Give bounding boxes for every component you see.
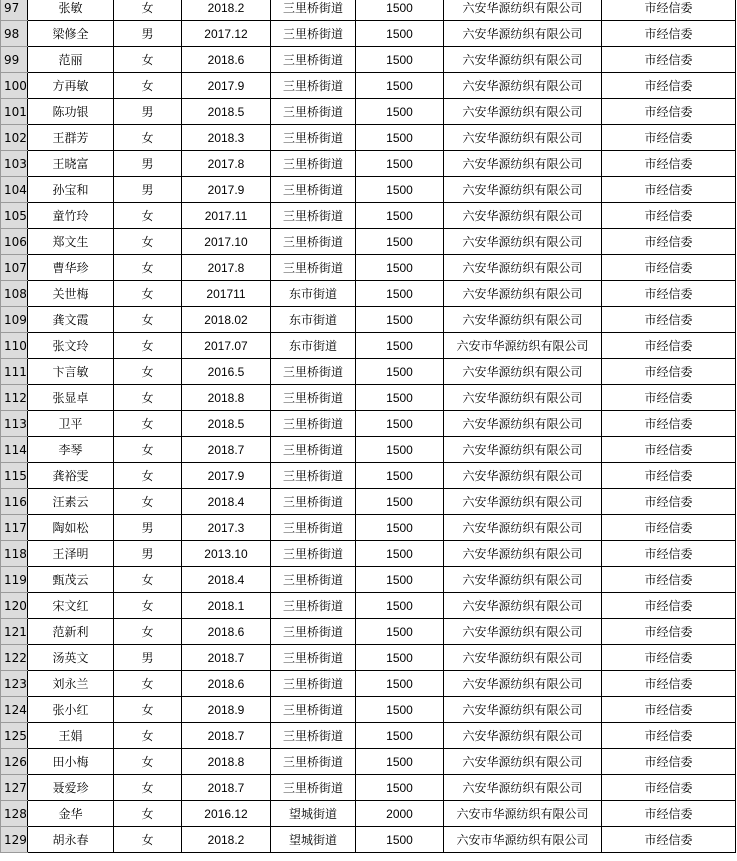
row-header[interactable]: 106: [1, 229, 28, 255]
cell-street[interactable]: 望城街道: [271, 827, 356, 853]
cell-gender[interactable]: 女: [114, 281, 182, 307]
row-header[interactable]: 107: [1, 255, 28, 281]
cell-company[interactable]: 六安华源纺织有限公司: [444, 177, 602, 203]
cell-subsidy[interactable]: 1500: [356, 281, 444, 307]
cell-company[interactable]: 六安华源纺织有限公司: [444, 645, 602, 671]
cell-date[interactable]: 2018.9: [182, 697, 271, 723]
cell-gender[interactable]: 女: [114, 333, 182, 359]
table-row: [1, 697, 736, 723]
cell-street[interactable]: 三里桥街道: [271, 255, 356, 281]
cell-dept[interactable]: 市经信委: [602, 229, 736, 255]
cell-date[interactable]: 2017.9: [182, 177, 271, 203]
row-header[interactable]: 110: [1, 333, 28, 359]
row-header[interactable]: 109: [1, 307, 28, 333]
cell-name[interactable]: 田小梅: [28, 749, 114, 775]
row-header[interactable]: 102: [1, 125, 28, 151]
cell-date[interactable]: 2017.3: [182, 515, 271, 541]
cell-street[interactable]: 三里桥街道: [271, 177, 356, 203]
row-header[interactable]: 117: [1, 515, 28, 541]
cell-company[interactable]: 六安华源纺织有限公司: [444, 281, 602, 307]
cell-date[interactable]: 2017.10: [182, 229, 271, 255]
cell-name[interactable]: 郑文生: [28, 229, 114, 255]
cell-dept[interactable]: 市经信委: [602, 151, 736, 177]
cell-street[interactable]: 望城街道: [271, 801, 356, 827]
cell-subsidy[interactable]: 1500: [356, 229, 444, 255]
cell-dept[interactable]: 市经信委: [602, 307, 736, 333]
cell-dept[interactable]: 市经信委: [602, 801, 736, 827]
cell-subsidy[interactable]: 1500: [356, 775, 444, 801]
cell-name[interactable]: 聂爱珍: [28, 775, 114, 801]
row-header[interactable]: 129: [1, 827, 28, 853]
row-header[interactable]: 118: [1, 541, 28, 567]
row-header[interactable]: 124: [1, 697, 28, 723]
cell-subsidy[interactable]: 1500: [356, 47, 444, 73]
row-header[interactable]: 112: [1, 385, 28, 411]
table-row: [1, 645, 736, 671]
cell-dept[interactable]: 市经信委: [602, 775, 736, 801]
table-row: [1, 333, 736, 359]
row-header[interactable]: 113: [1, 411, 28, 437]
cell-dept[interactable]: 市经信委: [602, 437, 736, 463]
cell-subsidy[interactable]: 1500: [356, 567, 444, 593]
table-row: [1, 203, 736, 229]
cell-subsidy[interactable]: 1500: [356, 515, 444, 541]
row-header[interactable]: 97: [1, 0, 28, 21]
cell-date[interactable]: 2018.6: [182, 671, 271, 697]
cell-name[interactable]: 王晓富: [28, 151, 114, 177]
table-row: [1, 177, 736, 203]
cell-date[interactable]: 2017.8: [182, 255, 271, 281]
cell-street[interactable]: 三里桥街道: [271, 463, 356, 489]
cell-name[interactable]: 卞言敏: [28, 359, 114, 385]
cell-subsidy[interactable]: 1500: [356, 73, 444, 99]
cell-date[interactable]: 2018.8: [182, 385, 271, 411]
table-row: [1, 723, 736, 749]
table-row: [1, 359, 736, 385]
cell-company[interactable]: 六安华源纺织有限公司: [444, 515, 602, 541]
row-header[interactable]: 123: [1, 671, 28, 697]
cell-company[interactable]: 六安华源纺织有限公司: [444, 385, 602, 411]
cell-dept[interactable]: 市经信委: [602, 515, 736, 541]
cell-name[interactable]: 张敏: [28, 0, 114, 21]
cell-dept[interactable]: 市经信委: [602, 0, 736, 21]
cell-name[interactable]: 关世梅: [28, 281, 114, 307]
table-row: [1, 73, 736, 99]
cell-date[interactable]: 2018.02: [182, 307, 271, 333]
row-header[interactable]: 105: [1, 203, 28, 229]
table-row: [1, 801, 736, 827]
row-header[interactable]: 108: [1, 281, 28, 307]
cell-street[interactable]: 三里桥街道: [271, 73, 356, 99]
cell-company[interactable]: 六安华源纺织有限公司: [444, 437, 602, 463]
cell-company[interactable]: 六安华源纺织有限公司: [444, 359, 602, 385]
cell-name[interactable]: 陶如松: [28, 515, 114, 541]
cell-company[interactable]: 六安华源纺织有限公司: [444, 73, 602, 99]
table-row: [1, 307, 736, 333]
cell-date[interactable]: 2018.4: [182, 489, 271, 515]
cell-date[interactable]: 2017.12: [182, 21, 271, 47]
row-header[interactable]: 116: [1, 489, 28, 515]
cell-company[interactable]: 六安华源纺织有限公司: [444, 697, 602, 723]
cell-date[interactable]: 2018.7: [182, 723, 271, 749]
cell-company[interactable]: 六安华源纺织有限公司: [444, 749, 602, 775]
cell-street[interactable]: 三里桥街道: [271, 619, 356, 645]
cell-gender[interactable]: 女: [114, 567, 182, 593]
cell-subsidy[interactable]: 1500: [356, 385, 444, 411]
table-row: [1, 99, 736, 125]
cell-name[interactable]: 卫平: [28, 411, 114, 437]
cell-company[interactable]: 六安华源纺织有限公司: [444, 21, 602, 47]
cell-date[interactable]: 2016.12: [182, 801, 271, 827]
table-row: [1, 411, 736, 437]
table-row: [1, 0, 736, 21]
row-header[interactable]: 121: [1, 619, 28, 645]
cell-street[interactable]: 三里桥街道: [271, 593, 356, 619]
cell-company[interactable]: 六安华源纺织有限公司: [444, 229, 602, 255]
table-body: [1, 0, 736, 853]
cell-street[interactable]: 三里桥街道: [271, 749, 356, 775]
cell-date[interactable]: 2017.07: [182, 333, 271, 359]
cell-name[interactable]: 方再敏: [28, 73, 114, 99]
cell-name[interactable]: 曹华珍: [28, 255, 114, 281]
cell-subsidy[interactable]: 1500: [356, 203, 444, 229]
row-header[interactable]: 119: [1, 567, 28, 593]
cell-dept[interactable]: 市经信委: [602, 463, 736, 489]
cell-dept[interactable]: 市经信委: [602, 359, 736, 385]
cell-subsidy[interactable]: 1500: [356, 671, 444, 697]
cell-gender[interactable]: 男: [114, 645, 182, 671]
cell-street[interactable]: 三里桥街道: [271, 723, 356, 749]
cell-subsidy[interactable]: 1500: [356, 411, 444, 437]
cell-company[interactable]: 六安华源纺织有限公司: [444, 307, 602, 333]
cell-company[interactable]: 六安华源纺织有限公司: [444, 619, 602, 645]
cell-subsidy[interactable]: 1500: [356, 645, 444, 671]
table-row: [1, 125, 736, 151]
cell-street[interactable]: 三里桥街道: [271, 775, 356, 801]
cell-street[interactable]: 三里桥街道: [271, 411, 356, 437]
cell-dept[interactable]: 市经信委: [602, 541, 736, 567]
cell-dept[interactable]: 市经信委: [602, 619, 736, 645]
row-header[interactable]: 125: [1, 723, 28, 749]
cell-company[interactable]: 六安华源纺织有限公司: [444, 723, 602, 749]
table-row: [1, 749, 736, 775]
cell-company[interactable]: 六安市华源纺织有限公司: [444, 333, 602, 359]
cell-date[interactable]: 2018.1: [182, 593, 271, 619]
cell-dept[interactable]: 市经信委: [602, 99, 736, 125]
cell-dept[interactable]: 市经信委: [602, 645, 736, 671]
cell-street[interactable]: 三里桥街道: [271, 125, 356, 151]
cell-gender[interactable]: 男: [114, 151, 182, 177]
cell-street[interactable]: 三里桥街道: [271, 21, 356, 47]
cell-company[interactable]: 六安华源纺织有限公司: [444, 593, 602, 619]
cell-gender[interactable]: 女: [114, 437, 182, 463]
cell-date[interactable]: 2017.9: [182, 463, 271, 489]
cell-company[interactable]: 六安市华源纺织有限公司: [444, 827, 602, 853]
cell-date[interactable]: 2018.8: [182, 749, 271, 775]
table-row: [1, 775, 736, 801]
cell-company[interactable]: 六安华源纺织有限公司: [444, 255, 602, 281]
row-header[interactable]: 127: [1, 775, 28, 801]
row-header[interactable]: 100: [1, 73, 28, 99]
cell-street[interactable]: 三里桥街道: [271, 567, 356, 593]
cell-street[interactable]: 三里桥街道: [271, 671, 356, 697]
cell-name[interactable]: 陈功银: [28, 99, 114, 125]
cell-subsidy[interactable]: 1500: [356, 723, 444, 749]
cell-street[interactable]: 三里桥街道: [271, 385, 356, 411]
row-header[interactable]: 114: [1, 437, 28, 463]
cell-date[interactable]: 2017.8: [182, 151, 271, 177]
cell-street[interactable]: 东市街道: [271, 281, 356, 307]
cell-subsidy[interactable]: 1500: [356, 749, 444, 775]
cell-company[interactable]: 六安华源纺织有限公司: [444, 775, 602, 801]
cell-street[interactable]: 三里桥街道: [271, 645, 356, 671]
row-header[interactable]: 120: [1, 593, 28, 619]
cell-gender[interactable]: 女: [114, 359, 182, 385]
cell-gender[interactable]: 女: [114, 749, 182, 775]
cell-street[interactable]: 三里桥街道: [271, 47, 356, 73]
row-header[interactable]: 104: [1, 177, 28, 203]
row-header[interactable]: 126: [1, 749, 28, 775]
cell-gender[interactable]: 男: [114, 541, 182, 567]
cell-company[interactable]: 六安华源纺织有限公司: [444, 489, 602, 515]
cell-gender[interactable]: 女: [114, 723, 182, 749]
cell-gender[interactable]: 女: [114, 125, 182, 151]
row-header[interactable]: 122: [1, 645, 28, 671]
cell-date[interactable]: 2018.7: [182, 437, 271, 463]
cell-street[interactable]: 三里桥街道: [271, 0, 356, 21]
cell-name[interactable]: 王娟: [28, 723, 114, 749]
cell-date[interactable]: 2018.7: [182, 775, 271, 801]
table-row: [1, 619, 736, 645]
row-header[interactable]: 111: [1, 359, 28, 385]
cell-date[interactable]: 2017.9: [182, 73, 271, 99]
cell-subsidy[interactable]: 1500: [356, 177, 444, 203]
cell-company[interactable]: 六安华源纺织有限公司: [444, 567, 602, 593]
cell-dept[interactable]: 市经信委: [602, 125, 736, 151]
cell-name[interactable]: 范丽: [28, 47, 114, 73]
cell-date[interactable]: 2018.3: [182, 125, 271, 151]
table-row: [1, 593, 736, 619]
cell-name[interactable]: 孙宝和: [28, 177, 114, 203]
cell-name[interactable]: 王泽明: [28, 541, 114, 567]
cell-subsidy[interactable]: 1500: [356, 333, 444, 359]
cell-date[interactable]: 2018.2: [182, 827, 271, 853]
table-row: [1, 21, 736, 47]
cell-subsidy[interactable]: 1500: [356, 619, 444, 645]
cell-street[interactable]: 三里桥街道: [271, 229, 356, 255]
row-header[interactable]: 101: [1, 99, 28, 125]
cell-gender[interactable]: 女: [114, 385, 182, 411]
cell-name[interactable]: 龚文霞: [28, 307, 114, 333]
cell-name[interactable]: 王群芳: [28, 125, 114, 151]
cell-gender[interactable]: 女: [114, 255, 182, 281]
row-header[interactable]: 99: [1, 47, 28, 73]
cell-dept[interactable]: 市经信委: [602, 73, 736, 99]
cell-street[interactable]: 三里桥街道: [271, 203, 356, 229]
cell-gender[interactable]: 男: [114, 21, 182, 47]
cell-gender[interactable]: 女: [114, 0, 182, 21]
cell-dept[interactable]: 市经信委: [602, 21, 736, 47]
cell-company[interactable]: 六安市华源纺织有限公司: [444, 801, 602, 827]
cell-subsidy[interactable]: 1500: [356, 151, 444, 177]
cell-company[interactable]: 六安华源纺织有限公司: [444, 0, 602, 21]
cell-subsidy[interactable]: 1500: [356, 255, 444, 281]
cell-dept[interactable]: 市经信委: [602, 385, 736, 411]
cell-gender[interactable]: 女: [114, 229, 182, 255]
cell-street[interactable]: 三里桥街道: [271, 697, 356, 723]
table-row: [1, 151, 736, 177]
cell-gender[interactable]: 女: [114, 827, 182, 853]
cell-dept[interactable]: 市经信委: [602, 255, 736, 281]
cell-gender[interactable]: 女: [114, 307, 182, 333]
cell-name[interactable]: 汤英文: [28, 645, 114, 671]
cell-date[interactable]: 2018.4: [182, 567, 271, 593]
cell-company[interactable]: 六安华源纺织有限公司: [444, 463, 602, 489]
cell-street[interactable]: 东市街道: [271, 333, 356, 359]
cell-name[interactable]: 金华: [28, 801, 114, 827]
cell-dept[interactable]: 市经信委: [602, 47, 736, 73]
cell-gender[interactable]: 女: [114, 73, 182, 99]
cell-dept[interactable]: 市经信委: [602, 203, 736, 229]
cell-dept[interactable]: 市经信委: [602, 593, 736, 619]
cell-name[interactable]: 宋文红: [28, 593, 114, 619]
cell-date[interactable]: 2018.6: [182, 619, 271, 645]
cell-company[interactable]: 六安华源纺织有限公司: [444, 99, 602, 125]
cell-dept[interactable]: 市经信委: [602, 671, 736, 697]
cell-company[interactable]: 六安华源纺织有限公司: [444, 151, 602, 177]
cell-dept[interactable]: 市经信委: [602, 281, 736, 307]
cell-date[interactable]: 2018.5: [182, 411, 271, 437]
cell-gender[interactable]: 女: [114, 47, 182, 73]
cell-name[interactable]: 范新利: [28, 619, 114, 645]
cell-dept[interactable]: 市经信委: [602, 697, 736, 723]
cell-gender[interactable]: 男: [114, 177, 182, 203]
cell-street[interactable]: 三里桥街道: [271, 515, 356, 541]
cell-date[interactable]: 201711: [182, 281, 271, 307]
table-row: [1, 463, 736, 489]
row-header[interactable]: 98: [1, 21, 28, 47]
cell-subsidy[interactable]: 1500: [356, 125, 444, 151]
table-row: [1, 47, 736, 73]
cell-subsidy[interactable]: 1500: [356, 697, 444, 723]
cell-dept[interactable]: 市经信委: [602, 489, 736, 515]
cell-subsidy[interactable]: 1500: [356, 437, 444, 463]
cell-name[interactable]: 童竹玲: [28, 203, 114, 229]
cell-date[interactable]: 2018.2: [182, 0, 271, 21]
cell-subsidy[interactable]: 2000: [356, 801, 444, 827]
cell-date[interactable]: 2018.6: [182, 47, 271, 73]
cell-dept[interactable]: 市经信委: [602, 749, 736, 775]
table-row: [1, 437, 736, 463]
cell-subsidy[interactable]: 1500: [356, 593, 444, 619]
cell-date[interactable]: 2013.10: [182, 541, 271, 567]
cell-dept[interactable]: 市经信委: [602, 177, 736, 203]
row-header[interactable]: 115: [1, 463, 28, 489]
cell-date[interactable]: 2018.5: [182, 99, 271, 125]
cell-name[interactable]: 甄茂云: [28, 567, 114, 593]
cell-company[interactable]: 六安华源纺织有限公司: [444, 203, 602, 229]
cell-company[interactable]: 六安华源纺织有限公司: [444, 671, 602, 697]
cell-gender[interactable]: 女: [114, 203, 182, 229]
cell-gender[interactable]: 女: [114, 697, 182, 723]
cell-subsidy[interactable]: 1500: [356, 0, 444, 21]
table-row: [1, 489, 736, 515]
table-row: [1, 281, 736, 307]
cell-date[interactable]: 2016.5: [182, 359, 271, 385]
cell-gender[interactable]: 女: [114, 593, 182, 619]
cell-gender[interactable]: 男: [114, 99, 182, 125]
cell-street[interactable]: 三里桥街道: [271, 437, 356, 463]
cell-subsidy[interactable]: 1500: [356, 489, 444, 515]
cell-gender[interactable]: 女: [114, 489, 182, 515]
cell-gender[interactable]: 女: [114, 671, 182, 697]
cell-gender[interactable]: 女: [114, 801, 182, 827]
cell-company[interactable]: 六安华源纺织有限公司: [444, 411, 602, 437]
cell-dept[interactable]: 市经信委: [602, 827, 736, 853]
cell-name[interactable]: 胡永春: [28, 827, 114, 853]
cell-name[interactable]: 张文玲: [28, 333, 114, 359]
cell-dept[interactable]: 市经信委: [602, 723, 736, 749]
cell-street[interactable]: 东市街道: [271, 307, 356, 333]
cell-street[interactable]: 三里桥街道: [271, 99, 356, 125]
table-row: [1, 567, 736, 593]
cell-subsidy[interactable]: 1500: [356, 827, 444, 853]
cell-date[interactable]: 2017.11: [182, 203, 271, 229]
cell-gender[interactable]: 女: [114, 463, 182, 489]
cell-street[interactable]: 三里桥街道: [271, 489, 356, 515]
row-header[interactable]: 103: [1, 151, 28, 177]
cell-street[interactable]: 三里桥街道: [271, 359, 356, 385]
cell-name[interactable]: 张小红: [28, 697, 114, 723]
cell-name[interactable]: 汪素云: [28, 489, 114, 515]
table-row: [1, 385, 736, 411]
table-row: [1, 515, 736, 541]
cell-name[interactable]: 刘永兰: [28, 671, 114, 697]
cell-street[interactable]: 三里桥街道: [271, 541, 356, 567]
cell-subsidy[interactable]: 1500: [356, 21, 444, 47]
table-row: [1, 541, 736, 567]
cell-subsidy[interactable]: 1500: [356, 541, 444, 567]
cell-name[interactable]: 李琴: [28, 437, 114, 463]
cell-subsidy[interactable]: 1500: [356, 99, 444, 125]
cell-company[interactable]: 六安华源纺织有限公司: [444, 541, 602, 567]
table-row: [1, 255, 736, 281]
cell-gender[interactable]: 女: [114, 411, 182, 437]
cell-gender[interactable]: 女: [114, 619, 182, 645]
cell-company[interactable]: 六安华源纺织有限公司: [444, 125, 602, 151]
cell-dept[interactable]: 市经信委: [602, 333, 736, 359]
cell-subsidy[interactable]: 1500: [356, 359, 444, 385]
cell-gender[interactable]: 女: [114, 775, 182, 801]
row-header[interactable]: 128: [1, 801, 28, 827]
cell-street[interactable]: 三里桥街道: [271, 151, 356, 177]
cell-date[interactable]: 2018.7: [182, 645, 271, 671]
cell-subsidy[interactable]: 1500: [356, 463, 444, 489]
cell-dept[interactable]: 市经信委: [602, 567, 736, 593]
cell-gender[interactable]: 男: [114, 515, 182, 541]
cell-name[interactable]: 龚裕雯: [28, 463, 114, 489]
cell-name[interactable]: 张显卓: [28, 385, 114, 411]
cell-subsidy[interactable]: 1500: [356, 307, 444, 333]
table-row: [1, 229, 736, 255]
cell-dept[interactable]: 市经信委: [602, 411, 736, 437]
cell-name[interactable]: 梁修全: [28, 21, 114, 47]
table-row: [1, 671, 736, 697]
cell-company[interactable]: 六安华源纺织有限公司: [444, 47, 602, 73]
table-row: [1, 827, 736, 853]
